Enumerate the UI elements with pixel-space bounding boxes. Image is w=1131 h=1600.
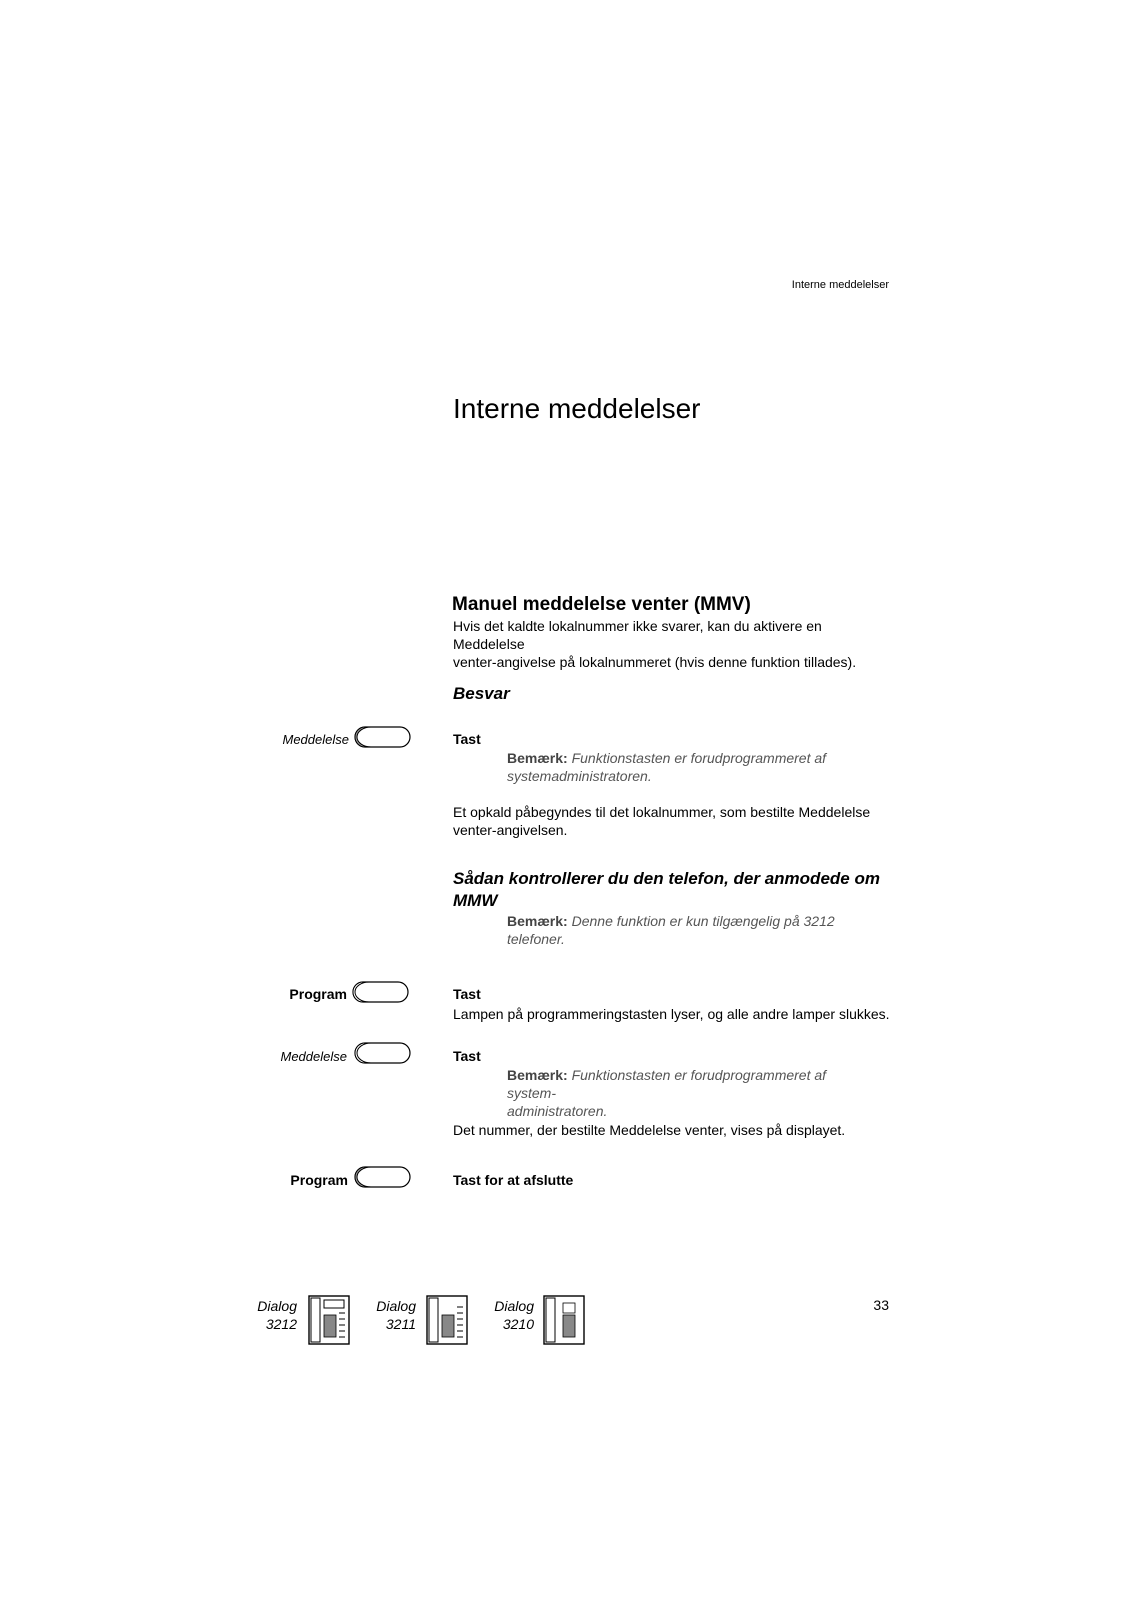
besvar-note: Bemærk: Funktionstasten er forudprogrammeret af systemadministratoren. [507, 750, 827, 784]
meddelelse-key-icon-2[interactable] [354, 1042, 412, 1064]
besvar-action: Tast [453, 731, 481, 747]
step1-action: Tast [453, 986, 481, 1002]
phone-3210-icon [543, 1295, 585, 1345]
check-note: Bemærk: Denne funktion er kun tilgængelig på 3212 telefoner. [507, 913, 835, 947]
step1-result: Lampen på programmeringstasten lyser, og alle andre lamper slukkes. [453, 1006, 890, 1022]
key-label-meddelelse-2: Meddelelse [280, 1049, 347, 1064]
page-number: 33 [873, 1297, 889, 1313]
program-key-icon[interactable] [352, 981, 410, 1003]
section-title: Manuel meddelelse venter (MMV) [452, 594, 751, 615]
meddelelse-key-icon[interactable] [354, 726, 412, 748]
step2-result: Det nummer, der bestilte Meddelelse venter, vises på displayet. [453, 1122, 846, 1138]
step3-action: Tast for at afslutte [453, 1172, 574, 1188]
running-header: Interne meddelelser [791, 279, 889, 291]
page-title: Interne meddelelser [453, 393, 701, 424]
step2-note: Bemærk: Funktionstasten er forudprogrammeret af system- administratoren. [507, 1067, 827, 1119]
section-intro: Hvis det kaldte lokalnummer ikke svarer, kan du aktivere en Meddelelse venter-angivelse på lokalnummeret (hvis denne funktion tillades). [453, 618, 857, 670]
besvar-heading: Besvar [453, 684, 510, 703]
key-label-meddelelse: Meddelelse [282, 732, 349, 747]
key-label-program: Program [289, 986, 347, 1002]
besvar-result: Et opkald påbegyndes til det lokalnummer, som bestilte Meddelelse venter-angivelsen. [453, 804, 871, 838]
program-key-icon-2[interactable] [354, 1166, 412, 1188]
phone-label-3210: Dialog 3210 [494, 1298, 534, 1332]
check-heading: Sådan kontrollerer du den telefon, der anmodede om MMW [453, 869, 880, 910]
key-label-program-2: Program [290, 1172, 348, 1188]
phone-label-3212: Dialog 3212 [257, 1298, 297, 1332]
phone-3212-icon [308, 1295, 350, 1345]
step2-action: Tast [453, 1048, 481, 1064]
phone-3211-icon [426, 1295, 468, 1345]
phone-label-3211: Dialog 3211 [376, 1298, 416, 1332]
